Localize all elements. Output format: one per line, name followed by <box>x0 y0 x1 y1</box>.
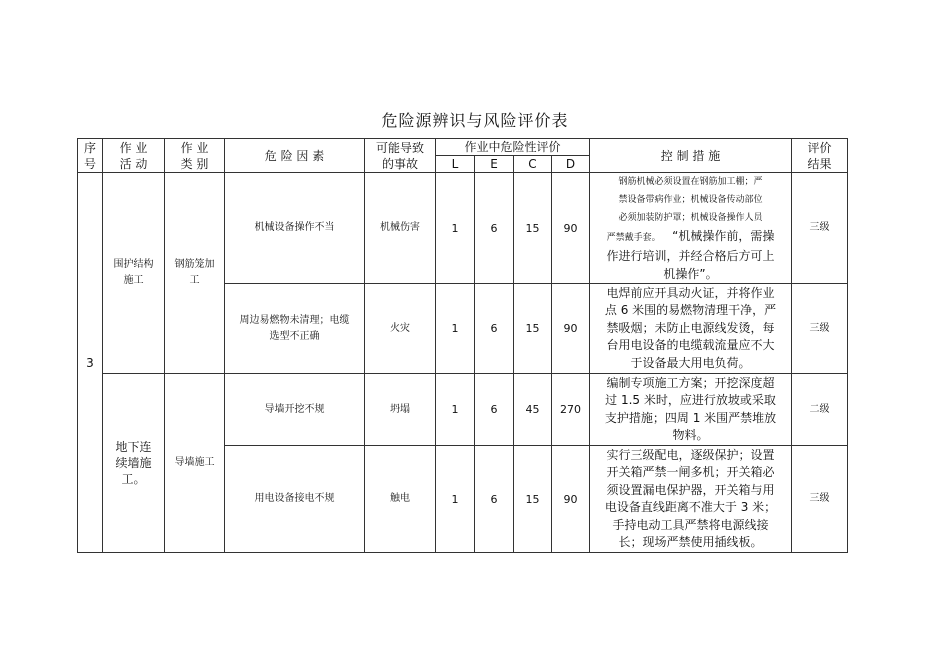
category-cell: 导墙施工 <box>165 374 225 553</box>
header-evaluation: 作业中危险性评价 <box>436 139 590 156</box>
d-cell: 90 <box>552 173 590 284</box>
header-d: D <box>552 156 590 173</box>
hazard-cell: 导墙开挖不规 <box>225 374 365 446</box>
result-cell: 三级 <box>792 446 848 553</box>
accident-cell: 触电 <box>365 446 436 553</box>
header-accident: 可能导致 的事故 <box>365 139 436 173</box>
d-cell: 270 <box>552 374 590 446</box>
l-cell: 1 <box>436 374 475 446</box>
d-cell: 90 <box>552 284 590 374</box>
c-cell: 15 <box>514 173 552 284</box>
accident-cell: 火灾 <box>365 284 436 374</box>
control-cell: 电焊前应开具动火证，并将作业 点 6 米围的易燃物清理干净，严 禁吸烟；未防止电源线发烫，每 台用电设备的电缆载流量应不大 于设备最大用电负荷。 <box>590 284 792 374</box>
header-seq: 序 号 <box>78 139 103 173</box>
accident-cell: 机械伤害 <box>365 173 436 284</box>
header-c: C <box>514 156 552 173</box>
activity-cell: 围护结构 施工 <box>103 173 165 374</box>
hazard-cell: 机械设备操作不当 <box>225 173 365 284</box>
seq-cell: 3 <box>78 173 103 553</box>
result-cell: 三级 <box>792 173 848 284</box>
l-cell: 1 <box>436 446 475 553</box>
page-title: 危险源辨识与风险评价表 <box>381 111 569 130</box>
hazard-cell: 周边易燃物未清理；电缆 选型不正确 <box>225 284 365 374</box>
risk-table <box>77 138 848 553</box>
header-e: E <box>475 156 514 173</box>
e-cell: 6 <box>475 284 514 374</box>
accident-cell: 坍塌 <box>365 374 436 446</box>
hazard-cell: 用电设备接电不规 <box>225 446 365 553</box>
control-cell: 实行三级配电，逐级保护；设置 开关箱严禁一闸多机；开关箱必 须设置漏电保护器，开关箱与用 电设备直线距离不准大于 3 米； 手持电动工具严禁将电源线接 长；现场严禁使用插线板。 <box>590 446 792 553</box>
e-cell: 6 <box>475 374 514 446</box>
header-control: 控 制 措 施 <box>590 139 792 173</box>
result-cell: 三级 <box>792 284 848 374</box>
header-l: L <box>436 156 475 173</box>
table-row <box>78 173 848 284</box>
table-row <box>78 374 848 446</box>
l-cell: 1 <box>436 173 475 284</box>
e-cell: 6 <box>475 173 514 284</box>
activity-cell: 地下连 续墙施 工。 <box>103 374 165 553</box>
control-cell: 编制专项施工方案；开挖深度超 过 1.5 米时，应进行放坡或采取 支护措施；四周 1 米围严禁堆放 物料。 <box>590 374 792 446</box>
c-cell: 15 <box>514 284 552 374</box>
l-cell: 1 <box>436 284 475 374</box>
c-cell: 45 <box>514 374 552 446</box>
result-cell: 二级 <box>792 374 848 446</box>
header-category: 作 业 类 别 <box>165 139 225 173</box>
c-cell: 15 <box>514 446 552 553</box>
header-result: 评价 结果 <box>792 139 848 173</box>
control-cell: 钢筋机械必须设置在钢筋加工棚；严 禁设备带病作业；机械设备传动部位 必须加装防护罩；机械设备操作人员 严禁戴手套。 “机械操作前，需操 作进行培训，并经合格后方可上 机操作”。 <box>590 173 792 284</box>
header-activity: 作 业 活 动 <box>103 139 165 173</box>
category-cell: 钢筋笼加 工 <box>165 173 225 374</box>
d-cell: 90 <box>552 446 590 553</box>
header-hazard: 危 险 因 素 <box>225 139 365 173</box>
e-cell: 6 <box>475 446 514 553</box>
